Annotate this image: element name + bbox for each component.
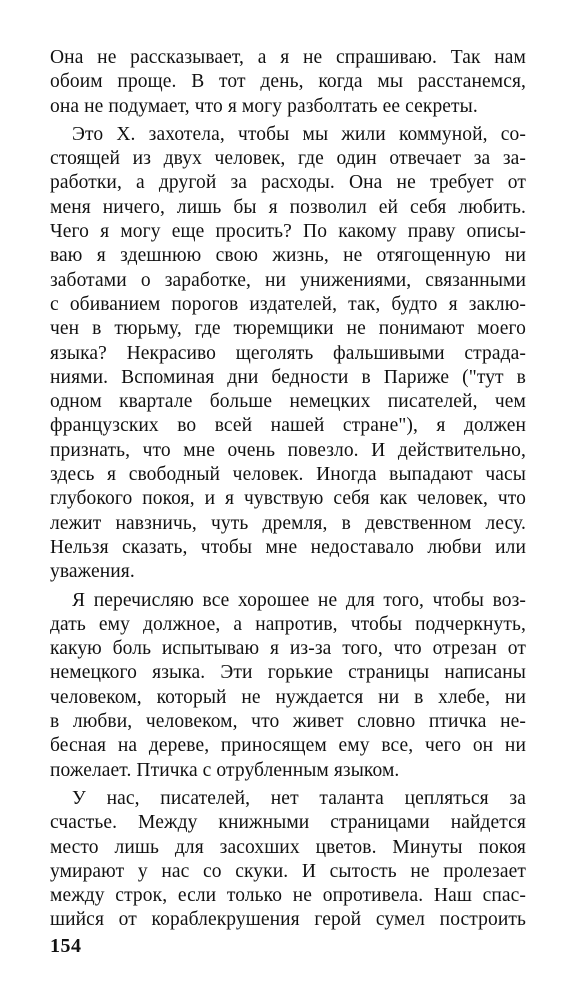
text-line: в любви, человеком, что живет словно птичка не- bbox=[50, 711, 526, 733]
text-line: Нельзя сказать, чтобы мне недоставало любви или bbox=[50, 536, 526, 558]
text-line: Это X. захотела, чтобы мы жили коммуной, со- bbox=[72, 123, 526, 145]
text-line: Она не рассказывает, а я не спрашиваю. Так нам bbox=[50, 47, 526, 68]
text-line: чен в тюрьму, где тюремщики не понимают моего bbox=[50, 318, 526, 340]
paragraph-4 bbox=[50, 787, 526, 933]
text-line: здесь я свободный человек. Иногда выпадают часы bbox=[50, 464, 526, 486]
text-line: одном квартале больше немецких писателей, чем bbox=[50, 391, 526, 413]
paragraph-2 bbox=[50, 123, 526, 585]
text-line: обоим проще. В тот день, когда мы расстанемся, bbox=[50, 71, 526, 93]
text-line: ваю я здешнюю свою жизнь, не отягощенную ни bbox=[50, 245, 526, 267]
paragraph-1 bbox=[50, 46, 526, 119]
text-line: признать, что мне очень повезло. И действительно, bbox=[50, 439, 526, 461]
text-line: лежит навзничь, чуть дремля, в девственном лесу. bbox=[50, 512, 526, 534]
text-line: работки, а другой за расходы. Она не требует от bbox=[50, 172, 526, 194]
text-line: счастье. Между книжными страницами найдется bbox=[50, 812, 526, 834]
text-line: меня ничего, лишь бы я позволил ей себя любить. bbox=[50, 196, 526, 218]
text-line: заботами о заработке, ни унижениями, связанными bbox=[50, 269, 526, 291]
paragraph-3 bbox=[50, 589, 526, 783]
text-line: пожелает. Птичка с отрубленным языком. bbox=[50, 759, 400, 781]
text-line: умирают у нас со скуки. И сытость не пролезает bbox=[50, 860, 526, 882]
text-line: человеком, который не нуждается ни в хлебе, ни bbox=[50, 686, 526, 708]
text-line: какую боль испытываю я из-за того, что отрезан от bbox=[50, 638, 526, 660]
text-line: глубокого покоя, и я чувствую себя как человек, что bbox=[50, 488, 526, 510]
page-text-body bbox=[50, 46, 526, 933]
text-line: с обиванием порогов издателей, так, будто я заклю- bbox=[50, 293, 526, 315]
text-line: Я перечисляю все хорошее не для того, чтобы воз- bbox=[72, 589, 526, 611]
page-number: 154 bbox=[50, 935, 82, 957]
text-line: шийся от кораблекрушения герой сумел построить bbox=[50, 909, 526, 931]
text-line: между строк, если только не опротивела. Наш спас- bbox=[50, 885, 526, 907]
text-line: ниями. Вспоминая дни бедности в Париже ("тут в bbox=[50, 366, 526, 388]
text-line: дать ему должное, а напротив, чтобы подчеркнуть, bbox=[50, 613, 526, 635]
text-line: языка? Некрасиво щеголять фальшивыми страда- bbox=[50, 342, 526, 364]
text-line: она не подумает, что я могу разболтать ее секреты. bbox=[50, 95, 478, 117]
text-line: Чего я могу еще просить? По какому праву описы- bbox=[50, 221, 526, 243]
text-line: немецкого языка. Эти горькие страницы написаны bbox=[50, 662, 526, 684]
text-line: французских во всей нашей стране"), я должен bbox=[50, 415, 526, 437]
text-line: место лишь для засохших цветов. Минуты покоя bbox=[50, 836, 526, 858]
text-line: уважения. bbox=[50, 561, 135, 583]
text-line: стоящей из двух человек, где один отвечает за за- bbox=[50, 148, 526, 170]
text-line: бесная на дереве, приносящем ему все, чего он ни bbox=[50, 735, 526, 757]
text-line: У нас, писателей, нет таланта цепляться за bbox=[72, 787, 526, 809]
